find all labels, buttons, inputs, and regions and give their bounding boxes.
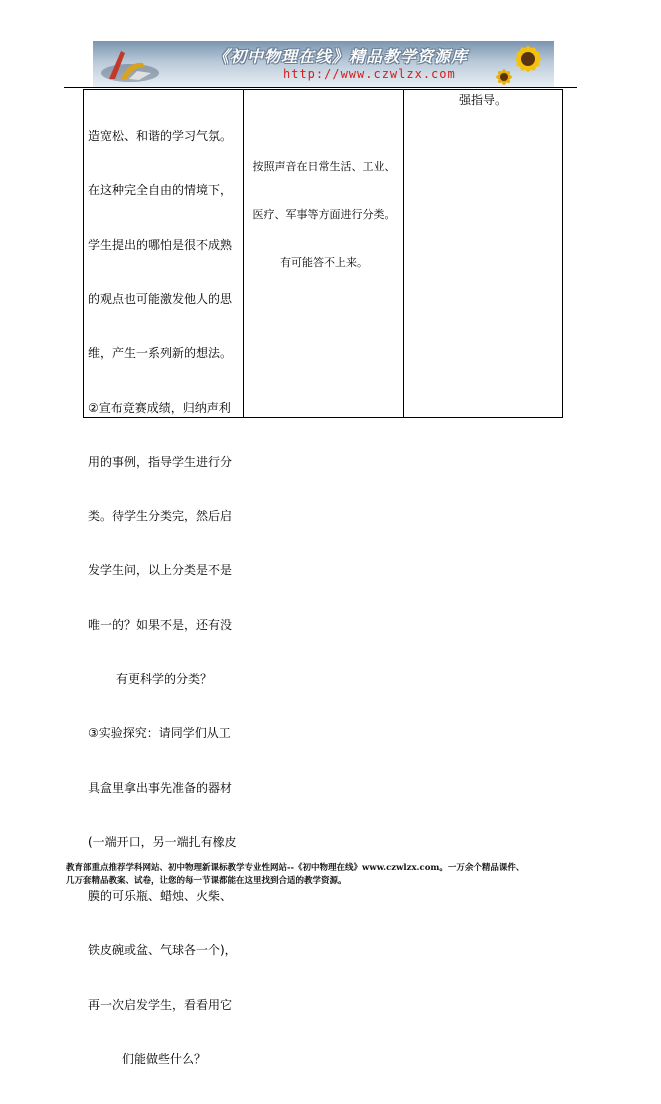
sunflower-icon [488,41,552,87]
text-line: 唯一的？如果不是，还有没 [88,617,233,632]
header-url[interactable]: http://www.czwlzx.com [283,67,456,81]
text-line: 膜的可乐瓶、蜡烛、火柴、 [88,889,233,904]
text-line: ②宣布竞赛成绩，归纳声利 [88,400,231,415]
student-activity-cell [244,90,404,417]
text-line: 具盒里拿出事先准备的器材 [88,780,233,795]
header-banner [93,41,554,87]
text-line: 有更科学的分类？ [115,672,212,686]
text-line: 铁皮碗或盆、气球各一个)， [88,943,237,958]
student-activity-text [248,127,400,303]
text-line: 用的事例，指导学生进行分 [88,454,233,469]
text-line: 们能做些什么？ [121,1051,206,1066]
design-intent-text: 强指导。 [458,93,507,107]
text-line: ③实验探究：请同学们从工 [88,726,231,741]
header-rule [64,87,577,88]
teacher-activity-text [88,91,240,1104]
header-title: 《初中物理在线》精品教学资源库 [213,47,469,66]
text-line: 在这种完全自由的情境下， [88,183,233,198]
footer-line: 教育部重点推荐学科网站、初中物理新课标教学专业性网站--《初中物理在线》www.czwlzx.com。一万余个精品课件、 [66,863,525,873]
text-line: 维，产生一系列新的想法。 [88,346,233,361]
page-footer [66,862,606,888]
site-logo-icon [99,43,161,85]
text-line: 类。待学生分类完，然后启 [88,509,233,524]
text-line: 医疗、军事等方面进行分类。 [252,208,396,221]
footer-line: 几万套精品教案、试卷，让您的每一节课都能在这里找到合适的教学资源。 [66,876,347,886]
text-line: 按照声音在日常生活、工业、 [252,160,396,173]
text-line: 造宽松、和谐的学习气氛。 [88,129,233,144]
text-line: 有可能答不上来。 [280,256,368,269]
text-line: 再一次启发学生，看看用它 [88,997,233,1012]
text-line: 发学生问，以上分类是不是 [88,563,233,578]
text-line: 学生提出的哪怕是很不成熟 [88,237,233,252]
design-intent-cell [404,90,562,417]
text-line: (一端开口，另一端扎有橡皮 [88,834,237,849]
text-line: 的观点也可能激发他人的思 [88,292,233,307]
